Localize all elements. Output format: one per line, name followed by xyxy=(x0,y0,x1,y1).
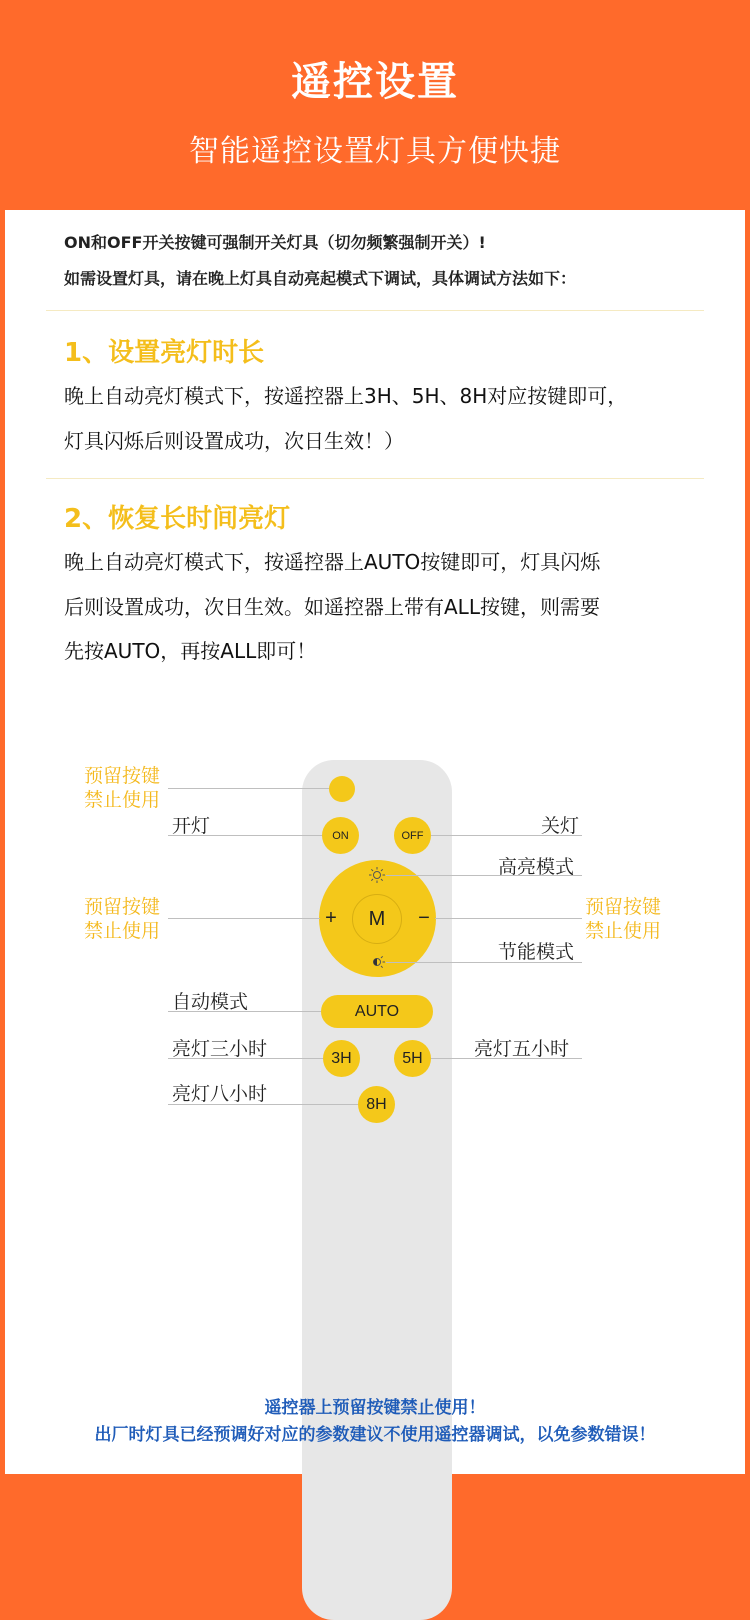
page-subtitle: 智能遥控设置灯具方便快捷 xyxy=(189,134,561,169)
leader-line xyxy=(168,788,329,789)
label-on: 开灯 xyxy=(172,815,211,837)
auto-button[interactable]: AUTO xyxy=(321,995,433,1028)
label-off: 关灯 xyxy=(541,815,580,837)
reserved-top-button[interactable] xyxy=(329,776,355,802)
8h-button[interactable]: 8H xyxy=(358,1086,395,1123)
3h-button[interactable]: 3H xyxy=(323,1040,360,1077)
sun-icon[interactable] xyxy=(368,866,386,884)
off-button[interactable]: OFF xyxy=(394,817,431,854)
label-auto-mode: 自动模式 xyxy=(172,991,249,1013)
label-reserved-left: 预留按键 禁止使用 xyxy=(84,896,161,942)
section-2-title: 2、恢复长时间亮灯 xyxy=(64,504,291,534)
header xyxy=(0,0,750,210)
section-2-line: 晚上自动亮灯模式下，按遥控器上AUTO按键即可，灯具闪烁 xyxy=(64,550,601,574)
on-button[interactable]: ON xyxy=(322,817,359,854)
section-1-line: 灯具闪烁后则设置成功，次日生效！） xyxy=(64,429,404,453)
label-8h: 亮灯八小时 xyxy=(172,1083,268,1105)
label-5h: 亮灯五小时 xyxy=(474,1038,570,1060)
label-eco-mode: 节能模式 xyxy=(498,941,575,963)
leader-line xyxy=(435,918,582,919)
notice-line-1: 遥控器上预留按键禁止使用！ xyxy=(264,1398,486,1418)
intro-line-2: 如需设置灯具，请在晚上灯具自动亮起模式下调试，具体调试方法如下： xyxy=(64,269,577,288)
label-reserved-top: 预留按键 禁止使用 xyxy=(84,765,161,811)
label-high-mode: 高亮模式 xyxy=(498,856,575,878)
divider xyxy=(46,310,704,311)
section-2-line: 先按AUTO，再按ALL即可！ xyxy=(64,639,317,663)
page-title: 遥控设置 xyxy=(291,59,459,105)
intro-line-1: ON和OFF开关按键可强制开关灯具（切勿频繁强制开关）! xyxy=(64,233,486,252)
5h-button[interactable]: 5H xyxy=(394,1040,431,1077)
label-reserved-right: 预留按键 禁止使用 xyxy=(585,896,662,942)
half-sun-icon[interactable] xyxy=(368,953,386,971)
section-1-line: 晚上自动亮灯模式下，按遥控器上3H、5H、8H对应按键即可， xyxy=(64,384,628,408)
m-button[interactable]: M xyxy=(368,907,386,930)
leader-line xyxy=(168,918,320,919)
notice-line-2: 出厂时灯具已经预调好对应的参数建议不使用遥控器调试，以免参数错误！ xyxy=(94,1425,656,1445)
section-2-line: 后则设置成功，次日生效。如遥控器上带有ALL按键，则需要 xyxy=(64,595,600,619)
divider xyxy=(46,478,704,479)
section-1-title: 1、设置亮灯时长 xyxy=(64,338,265,368)
plus-button[interactable]: + xyxy=(325,906,337,929)
label-3h: 亮灯三小时 xyxy=(172,1038,268,1060)
minus-button[interactable]: − xyxy=(418,906,430,929)
